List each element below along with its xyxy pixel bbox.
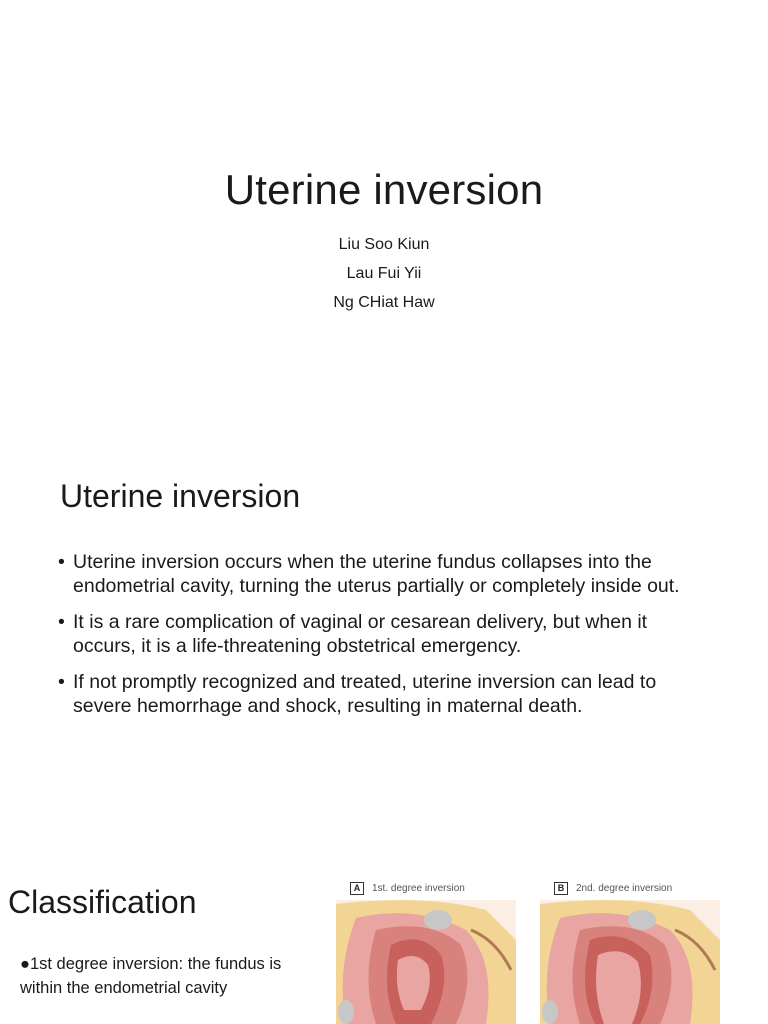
bullet-text: If not promptly recognized and treated, uterine inversion can lead to severe hemorrhage and shock, resulting in maternal death. — [73, 671, 657, 717]
figure-caption-text: 2nd. degree inversion — [576, 883, 673, 894]
uterus-illustration — [336, 900, 516, 1024]
author-list — [0, 230, 768, 317]
classification-slide — [0, 840, 768, 1024]
presentation-title: Uterine inversion — [224, 166, 544, 213]
figure-caption — [554, 882, 672, 895]
author-name: Ng CHiat Haw — [333, 294, 435, 311]
figure-caption-text: 1st. degree inversion — [372, 883, 465, 894]
slide-title: Uterine inversion — [60, 478, 301, 514]
figure-second-degree — [540, 878, 720, 1024]
bullet-text: Uterine inversion occurs when the uterine fundus collapses into the endometrial cavity, turning the uterus partially or completely inside out. — [73, 551, 680, 597]
bullet-item — [58, 670, 708, 718]
title-slide — [0, 0, 768, 420]
bullet-list — [58, 550, 708, 730]
definition-slide — [0, 420, 768, 840]
bullet-marker: • — [58, 671, 65, 693]
figure-letter: B — [554, 882, 568, 895]
bullet-item — [58, 550, 708, 598]
uterus-illustration — [540, 900, 720, 1024]
classification-text: ●1st degree inversion: the fundus is within the endometrial cavity — [20, 955, 282, 997]
author-name: Lau Fui Yii — [346, 265, 422, 282]
author-name: Liu Soo Kiun — [338, 236, 430, 253]
bullet-text: It is a rare complication of vaginal or cesarean delivery, but when it occurs, it is a life-threatening obstetrical emergency. — [73, 611, 648, 657]
bullet-marker: • — [58, 611, 65, 633]
figure-first-degree — [336, 878, 516, 1024]
bullet-marker: • — [58, 551, 65, 573]
bullet-item — [58, 610, 708, 658]
slide-title: Classification — [8, 884, 197, 920]
figure-letter: A — [350, 882, 364, 895]
figure-caption — [350, 882, 465, 895]
